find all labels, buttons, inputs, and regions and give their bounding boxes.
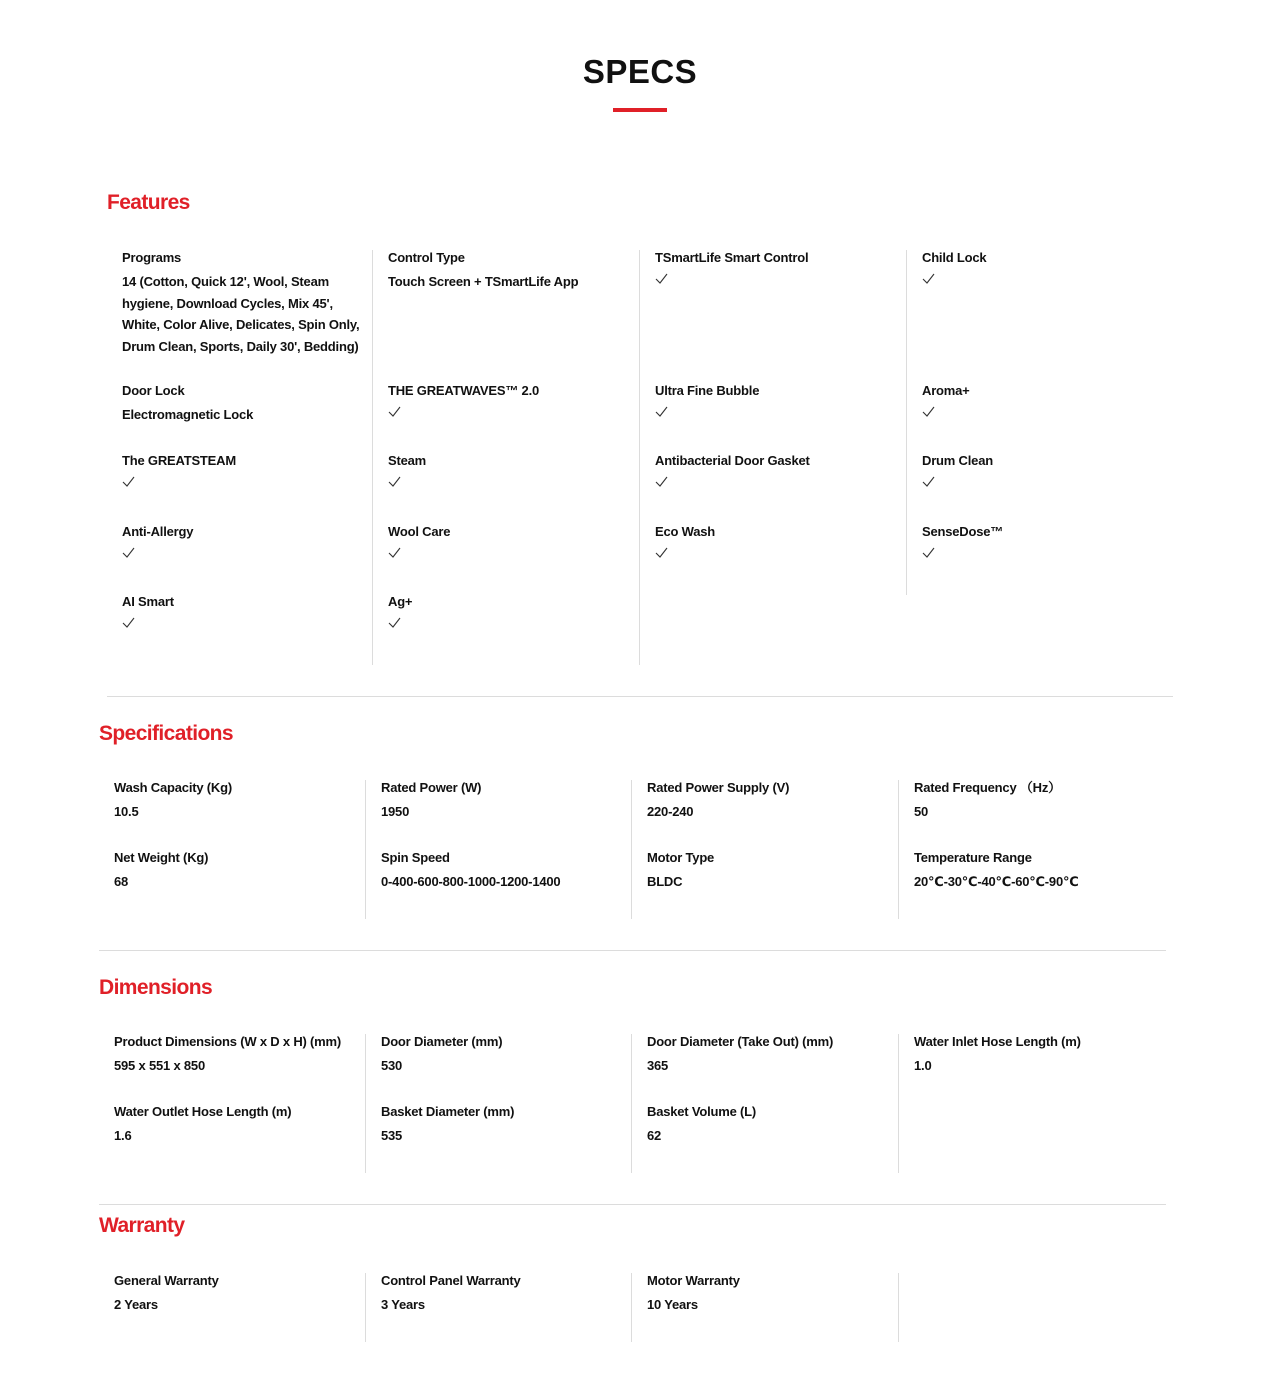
dim-label: Door Diameter (Take Out) (mm) <box>647 1034 834 1049</box>
spec-value: 20℃-30℃-40℃-60℃-90℃ <box>914 874 1079 889</box>
check-icon <box>655 273 668 284</box>
column-divider <box>365 1273 366 1342</box>
dim-value: 535 <box>381 1128 403 1143</box>
warranty-value: 10 Years <box>647 1297 698 1312</box>
spec-wash-capacity <box>114 780 364 823</box>
dim-water-inlet-hose <box>914 1034 1164 1077</box>
check-icon <box>655 547 668 558</box>
check-icon <box>922 406 935 417</box>
dim-label: Door Diameter (mm) <box>381 1034 503 1049</box>
warranty-motor <box>647 1273 897 1316</box>
feature-label: Eco Wash <box>655 524 716 539</box>
feature-child-lock <box>922 250 1172 284</box>
feature-label: Control Type <box>388 250 465 265</box>
spec-value: 50 <box>914 804 929 819</box>
column-divider <box>631 1034 632 1173</box>
dim-product-dimensions <box>114 1034 364 1077</box>
dim-value: 530 <box>381 1058 403 1073</box>
dim-value: 62 <box>647 1128 662 1143</box>
dim-label: Product Dimensions (W x D x H) (mm) <box>114 1034 342 1049</box>
feature-label: The GREATSTEAM <box>122 453 236 468</box>
feature-value: Touch Screen + TSmartLife App <box>388 274 579 289</box>
check-icon <box>388 476 401 487</box>
feature-sensedose <box>922 524 1172 558</box>
column-divider <box>631 780 632 919</box>
spec-rated-power <box>381 780 631 823</box>
check-icon <box>388 617 401 628</box>
feature-label: TSmartLife Smart Control <box>655 250 809 265</box>
feature-tsmartlife <box>655 250 905 284</box>
specifications-title: Specifications <box>99 722 233 745</box>
feature-aroma <box>922 383 1172 417</box>
feature-ultra-fine-bubble <box>655 383 905 417</box>
feature-control-type <box>388 250 638 293</box>
spec-label: Net Weight (Kg) <box>114 850 209 865</box>
dim-value: 595 x 551 x 850 <box>114 1058 205 1073</box>
spec-label: Temperature Range <box>914 850 1032 865</box>
feature-anti-allergy <box>122 524 372 558</box>
feature-door-lock <box>122 383 372 426</box>
feature-greatwaves <box>388 383 638 417</box>
feature-label: Wool Care <box>388 524 451 539</box>
feature-label: Ag+ <box>388 594 413 609</box>
dim-basket-diameter <box>381 1104 631 1147</box>
warranty-general <box>114 1273 364 1316</box>
warranty-label: Control Panel Warranty <box>381 1273 521 1288</box>
title-underline <box>613 108 667 112</box>
section-divider <box>99 1204 1166 1205</box>
feature-label: AI Smart <box>122 594 174 609</box>
feature-label: SenseDose™ <box>922 524 1004 539</box>
dim-label: Water Inlet Hose Length (m) <box>914 1034 1081 1049</box>
spec-rated-frequency <box>914 780 1164 823</box>
feature-label: Ultra Fine Bubble <box>655 383 760 398</box>
spec-value: 220-240 <box>647 804 694 819</box>
feature-value: Electromagnetic Lock <box>122 407 254 422</box>
section-divider <box>107 696 1173 697</box>
spec-label: Wash Capacity (Kg) <box>114 780 232 795</box>
spec-rated-power-supply <box>647 780 897 823</box>
warranty-control-panel <box>381 1273 631 1316</box>
warranty-label: General Warranty <box>114 1273 219 1288</box>
dim-basket-volume <box>647 1104 897 1147</box>
dim-value: 365 <box>647 1058 669 1073</box>
spec-label: Rated Frequency （Hz） <box>914 780 1061 795</box>
feature-label: Drum Clean <box>922 453 993 468</box>
check-icon <box>922 547 935 558</box>
column-divider <box>365 780 366 919</box>
spec-value: 68 <box>114 874 129 889</box>
column-divider <box>365 1034 366 1173</box>
column-divider <box>372 250 373 665</box>
dimensions-title: Dimensions <box>99 976 213 999</box>
page-title: SPECS <box>582 53 698 90</box>
check-icon <box>122 547 135 558</box>
feature-label: Child Lock <box>922 250 987 265</box>
spec-net-weight <box>114 850 364 893</box>
check-icon <box>922 273 935 284</box>
column-divider <box>639 250 640 665</box>
feature-label: Programs <box>122 250 182 265</box>
dim-label: Water Outlet Hose Length (m) <box>114 1104 292 1119</box>
spec-label: Spin Speed <box>381 850 450 865</box>
dim-door-diameter <box>381 1034 631 1077</box>
feature-wool-care <box>388 524 638 558</box>
check-icon <box>655 476 668 487</box>
warranty-value: 2 Years <box>114 1297 158 1312</box>
dim-label: Basket Diameter (mm) <box>381 1104 515 1119</box>
check-icon <box>388 406 401 417</box>
feature-greatsteam <box>122 453 372 487</box>
check-icon <box>388 547 401 558</box>
dim-water-outlet-hose <box>114 1104 364 1147</box>
column-divider <box>898 1034 899 1173</box>
feature-label: THE GREATWAVES™ 2.0 <box>388 383 540 398</box>
warranty-title: Warranty <box>99 1214 185 1237</box>
spec-spin-speed <box>381 850 631 893</box>
section-divider <box>99 950 1166 951</box>
feature-value: 14 (Cotton, Quick 12', Wool, Steam hygiene, Download Cycles, Mix 45', White, Color Alive, Delicates, Spin Only, Drum Clean, Sports, Daily 30', Bedding) <box>122 274 360 354</box>
feature-label: Aroma+ <box>922 383 970 398</box>
feature-steam <box>388 453 638 487</box>
dim-value: 1.0 <box>914 1058 932 1073</box>
check-icon <box>655 406 668 417</box>
dim-value: 1.6 <box>114 1128 132 1143</box>
column-divider <box>898 1273 899 1342</box>
feature-label: Door Lock <box>122 383 185 398</box>
spec-motor-type <box>647 850 897 893</box>
feature-label: Steam <box>388 453 427 468</box>
warranty-label: Motor Warranty <box>647 1273 740 1288</box>
feature-eco-wash <box>655 524 905 558</box>
spec-temperature-range <box>914 850 1164 893</box>
dim-label: Basket Volume (L) <box>647 1104 757 1119</box>
spec-label: Rated Power Supply (V) <box>647 780 790 795</box>
feature-drum-clean <box>922 453 1172 487</box>
feature-ag-plus <box>388 594 638 628</box>
warranty-value: 3 Years <box>381 1297 425 1312</box>
spec-value: 1950 <box>381 804 410 819</box>
column-divider <box>906 250 907 595</box>
spec-value: BLDC <box>647 874 683 889</box>
check-icon <box>122 617 135 628</box>
feature-label: Anti-Allergy <box>122 524 194 539</box>
check-icon <box>922 476 935 487</box>
check-icon <box>122 476 135 487</box>
column-divider <box>631 1273 632 1342</box>
spec-value: 0-400-600-800-1000-1200-1400 <box>381 874 561 889</box>
spec-value: 10.5 <box>114 804 139 819</box>
dim-door-diameter-take-out <box>647 1034 897 1077</box>
spec-label: Motor Type <box>647 850 715 865</box>
feature-ai-smart <box>122 594 372 628</box>
column-divider <box>898 780 899 919</box>
feature-programs <box>122 250 372 357</box>
spec-label: Rated Power (W) <box>381 780 482 795</box>
features-title: Features <box>107 191 190 214</box>
feature-label: Antibacterial Door Gasket <box>655 453 810 468</box>
feature-antibacterial-gasket <box>655 453 905 487</box>
